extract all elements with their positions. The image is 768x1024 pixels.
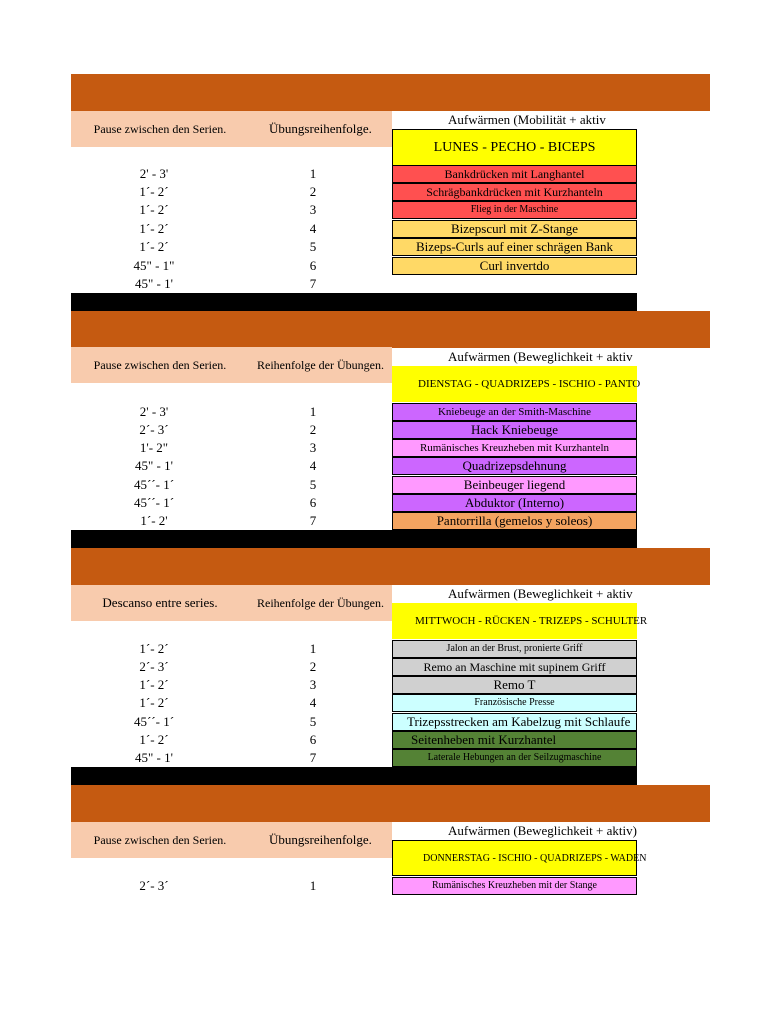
table-row <box>0 694 768 712</box>
order-header: Übungsreihenfolge. <box>269 832 372 847</box>
order-cell: 6 <box>309 258 317 273</box>
order-cell: 5 <box>309 239 317 254</box>
section-1-bar <box>71 74 710 111</box>
pause-cell: 45´´- 1´ <box>133 495 175 510</box>
section-4-bar <box>71 785 710 822</box>
exercise-cell: Kniebeuge an der Smith-Maschine <box>392 403 637 421</box>
pause-cell: 45" - 1' <box>135 458 173 473</box>
pause-cell: 1´- 2´ <box>139 695 169 710</box>
pause-cell: 2´- 3´ <box>139 659 169 674</box>
pause-cell: 2´- 3´ <box>139 422 169 437</box>
order-cell: 1 <box>309 166 317 181</box>
day-title: DIENSTAG - QUADRIZEPS - ISCHIO - PANTO <box>392 366 637 402</box>
pause-cell: 45" - 1' <box>135 276 173 291</box>
order-cell: 4 <box>309 458 317 473</box>
exercise-cell: Trizepsstrecken am Kabelzug mit Schlaufe <box>392 713 637 731</box>
section-4-header <box>71 822 392 858</box>
day-title: MITTWOCH - RÜCKEN - TRIZEPS - SCHULTER <box>392 603 637 639</box>
section-2-header <box>71 347 392 383</box>
table-row <box>0 238 768 256</box>
pause-cell: 1´- 2´ <box>139 202 169 217</box>
table-row <box>0 220 768 238</box>
table-row <box>0 731 768 749</box>
warmup-label: Aufwärmen (Beweglichkeit + aktiv <box>448 586 633 601</box>
order-cell: 5 <box>309 714 317 729</box>
table-row <box>0 640 768 658</box>
order-cell: 3 <box>309 202 317 217</box>
order-cell: 5 <box>309 477 317 492</box>
day-title: DONNERSTAG - ISCHIO - QUADRIZEPS - WADEN <box>392 840 637 876</box>
exercise-cell: Seitenheben mit Kurzhantel <box>392 731 637 749</box>
exercise-cell: Beinbeuger liegend <box>392 476 637 494</box>
exercise-cell: Französische Presse <box>392 694 637 712</box>
table-row <box>0 403 768 421</box>
order-header: Reihenfolge der Übungen. <box>257 357 384 372</box>
exercise-cell: Remo T <box>392 676 637 694</box>
section-2-footer <box>71 530 637 548</box>
pause-cell: 2´- 3´ <box>139 878 169 893</box>
exercise-cell: Bizeps-Curls auf einer schrägen Bank <box>392 238 637 256</box>
order-cell: 7 <box>309 513 317 528</box>
pause-header: Pause zwischen den Serien. <box>93 357 227 372</box>
table-row <box>0 275 768 293</box>
pause-cell: 1´- 2´ <box>139 641 169 656</box>
order-cell: 6 <box>309 732 317 747</box>
warmup-label: Aufwärmen (Mobilität + aktiv <box>448 112 606 127</box>
section-1-header <box>71 111 392 147</box>
exercise-cell: Schrägbankdrücken mit Kurzhanteln <box>392 183 637 201</box>
table-row <box>0 257 768 275</box>
exercise-cell: Flieg in der Maschine <box>392 201 637 219</box>
order-cell: 1 <box>309 404 317 419</box>
section-3-footer <box>71 767 637 785</box>
exercise-cell: Remo an Maschine mit supinem Griff <box>392 658 637 676</box>
pause-cell: 1´- 2´ <box>139 239 169 254</box>
order-cell: 3 <box>309 677 317 692</box>
order-cell: 2 <box>309 184 317 199</box>
exercise-cell: Laterale Hebungen an der Seilzugmaschine <box>392 749 637 767</box>
order-cell: 4 <box>309 221 317 236</box>
pause-cell: 45" - 1" <box>133 258 175 273</box>
order-cell: 7 <box>309 276 317 291</box>
section-3-header <box>71 585 392 621</box>
exercise-cell: Rumänisches Kreuzheben mit Kurzhanteln <box>392 439 637 457</box>
table-row <box>0 421 768 439</box>
exercise-cell: Bankdrücken mit Langhantel <box>392 165 637 183</box>
order-cell: 1 <box>309 641 317 656</box>
pause-cell: 45" - 1' <box>135 750 173 765</box>
exercise-cell: Abduktor (Interno) <box>392 494 637 512</box>
order-cell: 4 <box>309 695 317 710</box>
table-row <box>0 658 768 676</box>
table-row <box>0 676 768 694</box>
table-row <box>0 476 768 494</box>
pause-cell: 45´´- 1´ <box>133 714 175 729</box>
pause-cell: 2' - 3' <box>139 404 169 419</box>
order-cell: 6 <box>309 495 317 510</box>
pause-header: Descanso entre series. <box>102 595 218 610</box>
exercise-cell: Jalon an der Brust, pronierte Griff <box>392 640 637 658</box>
order-header: Übungsreihenfolge. <box>269 121 372 136</box>
pause-cell: 1´- 2' <box>140 513 168 528</box>
order-cell: 7 <box>309 750 317 765</box>
table-row <box>0 457 768 475</box>
pause-cell: 1´- 2´ <box>139 732 169 747</box>
pause-cell: 1´- 2´ <box>139 677 169 692</box>
table-row <box>0 877 768 895</box>
order-cell: 2 <box>309 659 317 674</box>
pause-cell: 1'- 2" <box>139 440 169 455</box>
table-row <box>0 201 768 219</box>
table-row <box>0 494 768 512</box>
section-2-bar <box>71 311 710 348</box>
pause-header: Pause zwischen den Serien. <box>93 121 227 136</box>
order-cell: 3 <box>309 440 317 455</box>
pause-cell: 1´- 2´ <box>139 221 169 236</box>
table-row <box>0 165 768 183</box>
exercise-cell: Bizepscurl mit Z-Stange <box>392 220 637 238</box>
table-row <box>0 713 768 731</box>
pause-cell: 1´- 2´ <box>139 184 169 199</box>
section-1-footer <box>71 293 637 311</box>
order-header: Reihenfolge der Übungen. <box>257 595 384 610</box>
warmup-label: Aufwärmen (Beweglichkeit + aktiv <box>448 349 633 364</box>
exercise-cell: Curl invertdo <box>392 257 637 275</box>
pause-cell: 2' - 3' <box>139 166 169 181</box>
exercise-cell: Hack Kniebeuge <box>392 421 637 439</box>
table-row <box>0 183 768 201</box>
pause-cell: 45´´- 1´ <box>133 477 175 492</box>
day-title: LUNES - PECHO - BICEPS <box>392 129 637 166</box>
exercise-cell: Quadrizepsdehnung <box>392 457 637 475</box>
exercise-cell: Pantorrilla (gemelos y soleos) <box>392 512 637 530</box>
table-row <box>0 512 768 530</box>
order-cell: 2 <box>309 422 317 437</box>
section-3-bar <box>71 548 710 585</box>
order-cell: 1 <box>309 878 317 893</box>
warmup-label: Aufwärmen (Beweglichkeit + aktiv) <box>448 823 637 838</box>
pause-header: Pause zwischen den Serien. <box>93 832 227 847</box>
table-row <box>0 749 768 767</box>
table-row <box>0 439 768 457</box>
exercise-cell: Rumänisches Kreuzheben mit der Stange <box>392 877 637 895</box>
